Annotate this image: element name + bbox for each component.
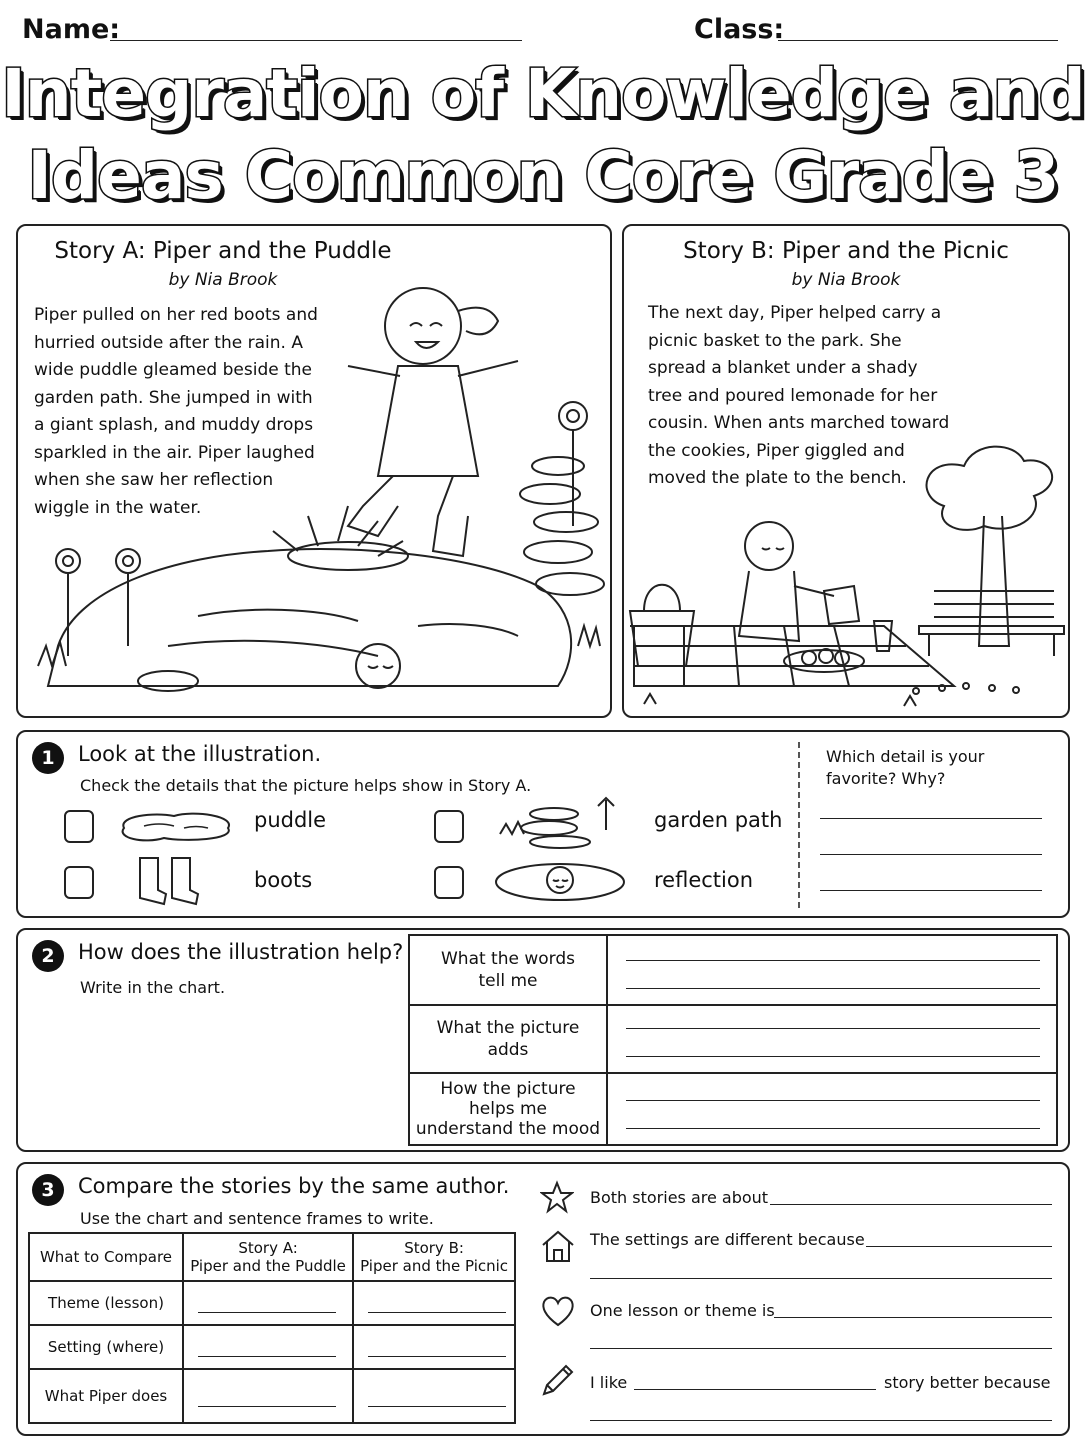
favorite-prompt: Which detail is your favorite? Why? <box>826 747 985 788</box>
compare-theme-a[interactable] <box>183 1281 353 1325</box>
chart-answer-words[interactable] <box>607 935 1057 1005</box>
compare-piper-b[interactable] <box>353 1369 515 1423</box>
story-b-title: Story B: Piper and the Picnic <box>683 238 1009 264</box>
house-icon <box>540 1228 576 1264</box>
compare-theme-b[interactable] <box>353 1281 515 1325</box>
reflection-option-label: reflection <box>654 868 754 892</box>
compare-row-piper: What Piper does <box>29 1369 183 1423</box>
compare-piper-a[interactable] <box>183 1369 353 1423</box>
chart-answer-picture[interactable] <box>607 1005 1057 1073</box>
story-a-text: Piper pulled on her red boots and hurried outside after the rain. A wide puddle gleamed beside the garden path. She jumped in with a giant splash, and muddy drops sparkled in the air. Piper laughed when she saw her reflection wiggle in the water. <box>34 305 318 518</box>
compare-row-setting: Setting (where) <box>29 1325 183 1369</box>
frame-both-stories: Both stories are about <box>590 1188 769 1207</box>
puddle-illustration <box>18 226 610 716</box>
question-1-subtitle: Check the details that the picture helps show in Story A. <box>80 776 532 795</box>
story-b-panel <box>622 224 1070 718</box>
garden-path-option-label: garden path <box>654 808 783 832</box>
page-title-line-2: Ideas Common Core Grade 3 <box>27 137 1059 214</box>
compare-row-theme: Theme (lesson) <box>29 1281 183 1325</box>
chart-row-label-mood: How the picture helps me understand the mood <box>409 1073 607 1145</box>
frame-lesson-line-2[interactable] <box>590 1348 1052 1349</box>
story-a-panel <box>16 224 612 718</box>
question-3-panel <box>16 1162 1070 1436</box>
chart-row-label-words: What the words tell me <box>409 935 607 1005</box>
reflection-icon <box>490 858 630 906</box>
question-1-panel <box>16 730 1070 918</box>
garden-path-checkbox[interactable] <box>434 810 464 843</box>
class-label: Class: <box>694 14 785 45</box>
compare-header-what: What to Compare <box>29 1233 183 1281</box>
garden-path-icon <box>494 790 634 850</box>
question-3-title: Compare the stories by the same author. <box>78 1174 510 1198</box>
frame-i-like-line[interactable] <box>634 1389 876 1390</box>
compare-header-story-b: Story B: Piper and the Picnic <box>353 1233 515 1281</box>
frame-lesson-line-1[interactable] <box>774 1317 1052 1318</box>
frame-settings-line-2[interactable] <box>590 1278 1052 1279</box>
puddle-option-label: puddle <box>254 808 327 832</box>
question-1-title: Look at the illustration. <box>78 742 322 766</box>
heart-icon <box>540 1294 576 1328</box>
boots-option-label: boots <box>254 868 313 892</box>
pencil-icon <box>538 1360 578 1400</box>
question-2-number: 2 <box>32 940 64 972</box>
question-2-panel <box>16 928 1070 1152</box>
favorite-answer-line-3[interactable] <box>820 890 1042 891</box>
story-a-title: Story A: Piper and the Puddle <box>54 238 392 264</box>
illustration-chart <box>408 934 1058 1146</box>
boots-icon <box>130 854 214 910</box>
compare-header-story-a: Story A: Piper and the Puddle <box>183 1233 353 1281</box>
story-b-byline: by Nia Brook <box>791 270 901 290</box>
frame-settings-line-1[interactable] <box>866 1246 1052 1247</box>
frame-story-better: story better because <box>884 1373 1051 1392</box>
question-3-subtitle: Use the chart and sentence frames to write. <box>80 1209 434 1228</box>
question-1-number: 1 <box>32 742 64 774</box>
compare-setting-a[interactable] <box>183 1325 353 1369</box>
name-field[interactable] <box>110 40 522 41</box>
frame-settings-different: The settings are different because <box>590 1230 865 1249</box>
chart-row-label-picture: What the picture adds <box>409 1005 607 1073</box>
frame-i-like: I like <box>590 1373 628 1392</box>
favorite-answer-line-2[interactable] <box>820 854 1042 855</box>
boots-checkbox[interactable] <box>64 866 94 899</box>
class-field[interactable] <box>778 40 1058 41</box>
picnic-illustration <box>624 226 1068 716</box>
chart-answer-mood[interactable] <box>607 1073 1057 1145</box>
frame-lesson-theme: One lesson or theme is <box>590 1301 775 1320</box>
page-title-line-1: Integration of Knowledge and <box>1 55 1085 132</box>
puddle-checkbox[interactable] <box>64 810 94 843</box>
question-2-subtitle: Write in the chart. <box>80 978 226 997</box>
reflection-checkbox[interactable] <box>434 866 464 899</box>
compare-setting-b[interactable] <box>353 1325 515 1369</box>
favorite-answer-line-1[interactable] <box>820 818 1042 819</box>
question-2-title: How does the illustration help? <box>78 940 404 964</box>
puddle-icon <box>114 806 240 846</box>
story-a-byline: by Nia Brook <box>168 270 278 290</box>
question-3-number: 3 <box>32 1174 64 1206</box>
question-1-divider <box>798 742 800 908</box>
frame-both-stories-line[interactable] <box>770 1204 1052 1205</box>
story-b-text: The next day, Piper helped carry a picnic basket to the park. She spread a blanket under a shady tree and poured lemonade for her cousin. When ants marched toward the cookies, Piper giggled and moved the plate to the bench. <box>648 303 950 488</box>
name-label: Name: <box>22 14 121 45</box>
compare-table <box>28 1232 516 1424</box>
star-icon <box>540 1180 574 1214</box>
frame-story-better-line[interactable] <box>590 1420 1052 1421</box>
